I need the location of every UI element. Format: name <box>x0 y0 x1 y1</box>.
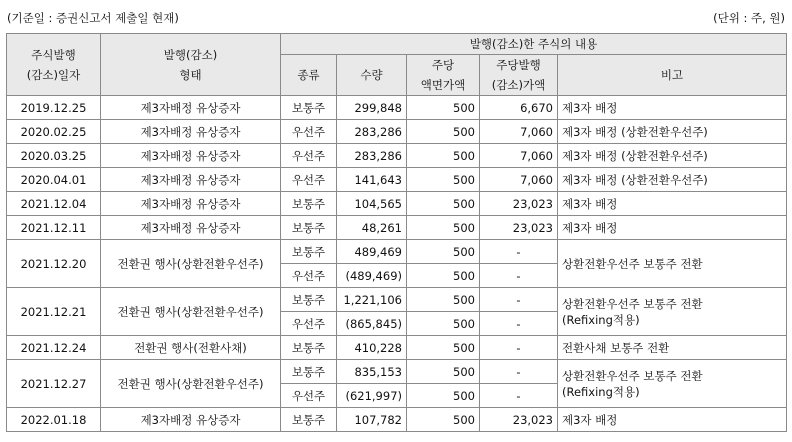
cell-qty: 283,286 <box>337 120 407 144</box>
header-date <box>7 34 101 96</box>
cell-par: 500 <box>407 336 480 360</box>
cell-par: 500 <box>407 168 480 192</box>
cell-par: 500 <box>407 120 480 144</box>
table-row <box>7 120 787 144</box>
cell-par: 500 <box>407 144 480 168</box>
cell-price: - <box>480 312 558 336</box>
cell-note: 제3자 배정 <box>558 192 787 216</box>
cell-note: 제3자 배정 (상환전환우선주) <box>558 168 787 192</box>
table-row <box>7 216 787 240</box>
cell-price: 7,060 <box>480 168 558 192</box>
share-issuance-table <box>6 33 787 432</box>
cell-date: 2021.12.27 <box>7 360 101 408</box>
cell-note: 제3자 배정 (상환전환우선주) <box>558 144 787 168</box>
table-row <box>7 408 787 432</box>
cell-par: 500 <box>407 240 480 264</box>
cell-date: 2022.01.18 <box>7 408 101 432</box>
cell-kind: 보통주 <box>281 216 337 240</box>
header-row-1 <box>7 34 787 55</box>
header-qty: 수량 <box>337 55 407 96</box>
cell-note: 제3자 배정 <box>558 216 787 240</box>
cell-date: 2021.12.24 <box>7 336 101 360</box>
cell-par: 500 <box>407 216 480 240</box>
cell-kind: 우선주 <box>281 120 337 144</box>
cell-qty: (621,997) <box>337 384 407 408</box>
cell-qty: 107,782 <box>337 408 407 432</box>
cell-price: - <box>480 264 558 288</box>
header-group: 발행(감소)한 주식의 내용 <box>281 34 787 55</box>
cell-note <box>558 288 787 336</box>
cell-kind: 보통주 <box>281 288 337 312</box>
table-row <box>7 192 787 216</box>
header-date-line1: 주식발행 <box>31 47 76 62</box>
header-price-line1: 주당발행 <box>496 58 541 72</box>
cell-price: 23,023 <box>480 408 558 432</box>
cell-par: 500 <box>407 288 480 312</box>
cell-kind: 보통주 <box>281 96 337 120</box>
header-par-line2: 액면가액 <box>420 78 466 92</box>
cell-qty: 48,261 <box>337 216 407 240</box>
cell-qty: (489,469) <box>337 264 407 288</box>
cell-par: 500 <box>407 408 480 432</box>
header-kind: 종류 <box>281 55 337 96</box>
cell-type: 제3자배정 유상증자 <box>101 192 281 216</box>
cell-note: 전환사채 보통주 전환 <box>558 336 787 360</box>
cell-note <box>558 360 787 408</box>
cell-par: 500 <box>407 312 480 336</box>
cell-qty: 835,153 <box>337 360 407 384</box>
caption-bar <box>0 0 792 30</box>
cell-date: 2020.04.01 <box>7 168 101 192</box>
table-row <box>7 168 787 192</box>
cell-date: 2021.12.04 <box>7 192 101 216</box>
cell-type: 제3자배정 유상증자 <box>101 120 281 144</box>
cell-kind: 보통주 <box>281 360 337 384</box>
cell-kind: 우선주 <box>281 384 337 408</box>
cell-price: - <box>480 384 558 408</box>
cell-date: 2021.12.20 <box>7 240 101 288</box>
cell-qty: 1,221,106 <box>337 288 407 312</box>
cell-type: 제3자배정 유상증자 <box>101 144 281 168</box>
cell-price: 7,060 <box>480 120 558 144</box>
base-date-caption: (기준일 : 증권신고서 제출일 현재) <box>7 11 179 25</box>
cell-qty: 410,228 <box>337 336 407 360</box>
table-row <box>7 360 787 384</box>
cell-type: 제3자배정 유상증자 <box>101 168 281 192</box>
cell-qty: 104,565 <box>337 192 407 216</box>
cell-kind: 우선주 <box>281 264 337 288</box>
header-par <box>407 55 480 96</box>
cell-type: 제3자배정 유상증자 <box>101 96 281 120</box>
cell-qty: 489,469 <box>337 240 407 264</box>
cell-date: 2019.12.25 <box>7 96 101 120</box>
cell-price: - <box>480 240 558 264</box>
header-par-line1: 주당 <box>431 58 455 72</box>
cell-type: 전환권 행사(전환사채) <box>101 336 281 360</box>
cell-par: 500 <box>407 192 480 216</box>
cell-kind: 우선주 <box>281 144 337 168</box>
header-price-line2: (감소)가액 <box>491 78 546 92</box>
cell-kind: 보통주 <box>281 336 337 360</box>
cell-date: 2020.02.25 <box>7 120 101 144</box>
cell-type: 전환권 행사(상환전환우선주) <box>101 240 281 288</box>
cell-note: 상환전환우선주 보통주 전환 <box>558 240 787 288</box>
cell-type: 전환권 행사(상환전환우선주) <box>101 288 281 336</box>
cell-date: 2021.12.11 <box>7 216 101 240</box>
header-price <box>480 55 558 96</box>
cell-kind: 보통주 <box>281 192 337 216</box>
cell-note-line2: (Refixing적용) <box>562 312 640 327</box>
unit-caption: (단위 : 주, 원) <box>713 11 785 25</box>
cell-qty: 283,286 <box>337 144 407 168</box>
cell-par: 500 <box>407 384 480 408</box>
table-row <box>7 96 787 120</box>
cell-qty: 299,848 <box>337 96 407 120</box>
cell-kind: 우선주 <box>281 168 337 192</box>
header-date-line2: (감소)일자 <box>26 67 81 82</box>
table-row <box>7 144 787 168</box>
cell-note: 제3자 배정 (상환전환우선주) <box>558 120 787 144</box>
cell-qty: (865,845) <box>337 312 407 336</box>
cell-date: 2021.12.21 <box>7 288 101 336</box>
cell-kind: 보통주 <box>281 240 337 264</box>
header-note: 비고 <box>558 55 787 96</box>
table-row <box>7 288 787 312</box>
cell-kind: 보통주 <box>281 408 337 432</box>
cell-par: 500 <box>407 96 480 120</box>
cell-type: 전환권 행사(상환전환우선주) <box>101 360 281 408</box>
cell-qty: 141,643 <box>337 168 407 192</box>
cell-type: 제3자배정 유상증자 <box>101 408 281 432</box>
cell-par: 500 <box>407 360 480 384</box>
cell-type: 제3자배정 유상증자 <box>101 216 281 240</box>
table-row <box>7 336 787 360</box>
cell-note-line1: 상환전환우선주 보통주 전환 <box>562 296 703 311</box>
header-type <box>101 34 281 96</box>
cell-price: - <box>480 360 558 384</box>
table-row <box>7 240 787 264</box>
header-type-line2: 형태 <box>179 67 202 82</box>
cell-price: 23,023 <box>480 216 558 240</box>
cell-price: - <box>480 336 558 360</box>
cell-price: - <box>480 288 558 312</box>
cell-price: 23,023 <box>480 192 558 216</box>
cell-date: 2020.03.25 <box>7 144 101 168</box>
header-type-line1: 발행(감소) <box>163 47 218 62</box>
cell-price: 6,670 <box>480 96 558 120</box>
cell-kind: 우선주 <box>281 312 337 336</box>
cell-note: 제3자 배정 <box>558 96 787 120</box>
cell-par: 500 <box>407 264 480 288</box>
cell-note: 제3자 배정 <box>558 408 787 432</box>
cell-note-line1: 상환전환우선주 보통주 전환 <box>562 368 703 383</box>
cell-price: 7,060 <box>480 144 558 168</box>
cell-note-line2: (Refixing적용) <box>562 384 640 399</box>
